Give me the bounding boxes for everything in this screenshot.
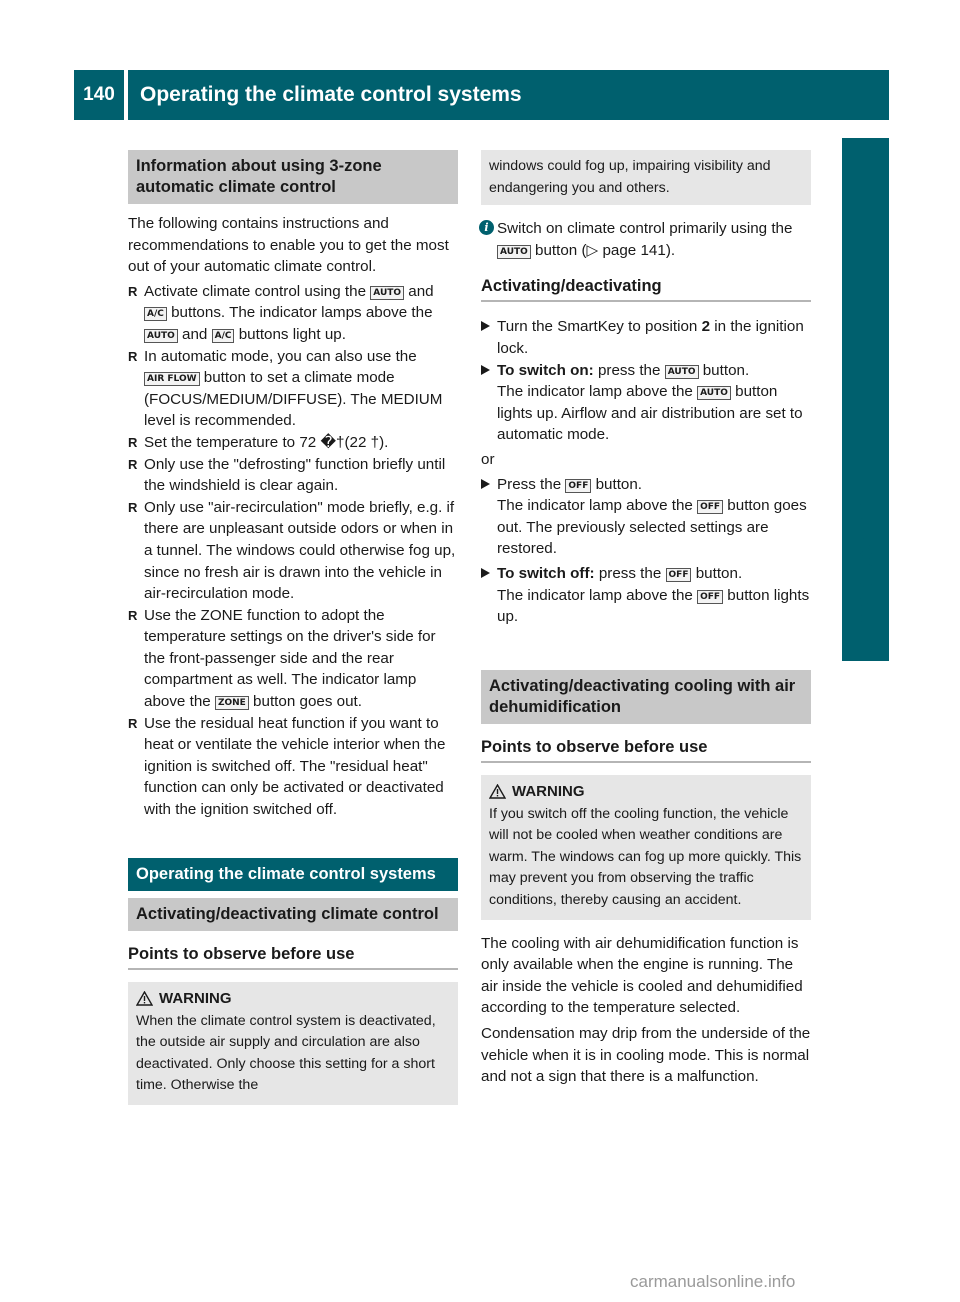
- or-text: or: [481, 450, 495, 468]
- subsection-heading: Activating/deactivating: [481, 275, 811, 302]
- airflow-button-icon: AIR FLOW: [144, 372, 200, 386]
- bullet-marker: R: [128, 283, 138, 299]
- step-item: Turn the SmartKey to position 2 in the ignition lock.: [481, 316, 811, 359]
- step-item: To switch off: press the OFF button. The indicator lamp above the OFF button lights up.: [481, 563, 811, 628]
- page-number: 140: [83, 84, 115, 105]
- auto-button-icon: AUTO: [697, 386, 731, 400]
- section-heading: Information about using 3-zone automatic climate control: [128, 150, 458, 204]
- warning-text: When the climate control system is deactivated, the outside air supply and circulation are also deactivated. Only choose this setting for a short time. Otherwise the: [136, 1012, 436, 1094]
- warning-header: [489, 783, 803, 800]
- warning-box-continued: [481, 150, 811, 205]
- bullet-marker: R: [128, 607, 138, 623]
- warning-box: [481, 775, 811, 920]
- off-button-icon: OFF: [697, 590, 723, 604]
- warning-text: If you switch off the cooling function, the vehicle will not be cooled when weather conditions are warm. The windows can fog up more quickly. This may prevent you from observing the traffic conditions, thereby causing an accident.: [489, 805, 802, 909]
- bullet-marker: R: [128, 499, 138, 515]
- ac-button-icon: A/C: [144, 307, 167, 321]
- step-item: To switch on: press the AUTO button. The indicator lamp above the AUTO button lights up. Airflow and air distribution are set to automatic mode.: [481, 360, 811, 446]
- list-item: R Only use the "defrosting" function briefly until the windshield is clear again.: [128, 455, 446, 495]
- step-arrow-icon: [481, 479, 490, 489]
- zone-button-icon: ZONE: [215, 696, 249, 710]
- list-item: R Use the ZONE function to adopt the temperature settings on the driver's side for the front-passenger side and the rear compartment as well. The indicator lamp above the ZONE button goes out.: [128, 606, 436, 711]
- left-column: [128, 150, 458, 1105]
- right-column: [481, 150, 811, 1088]
- list-item: R Activate climate control using the AUTO and A/C buttons. The indicator lamps above the AUTO and A/C buttons light up.: [128, 282, 434, 343]
- subsection-heading: Points to observe before use: [128, 943, 458, 970]
- warning-triangle-icon: [136, 991, 153, 1006]
- bullet-marker: R: [128, 715, 138, 731]
- warning-triangle-icon: [489, 784, 506, 799]
- step-item: Press the OFF button. The indicator lamp above the OFF button goes out. The previously selected settings are restored.: [481, 474, 811, 560]
- intro-paragraph: The following contains instructions and recommendations to enable you to get the most out of your automatic climate control.: [128, 215, 449, 276]
- side-tab-label: Climate control: [852, 494, 877, 655]
- bullet-marker: R: [128, 348, 138, 364]
- list-item: R Use the residual heat function if you want to heat or ventilate the vehicle interior when the ignition is switched off. The "residual heat" function can only be activated or deactivated with the ignition switched off.: [128, 714, 446, 819]
- warning-title: WARNING: [159, 989, 232, 1007]
- section-heading: Activating/deactivating climate control: [128, 898, 458, 931]
- list-item: R In automatic mode, you can also use the AIR FLOW button to set a climate mode (FOCUS/MEDIUM/DIFFUSE). The MEDIUM level is recommended.: [128, 347, 443, 430]
- list-item: R Set the temperature to 72 �†(22 †).: [128, 432, 458, 454]
- section-heading: Operating the climate control systems: [128, 858, 458, 891]
- warning-box: [128, 982, 458, 1105]
- auto-button-icon: AUTO: [144, 329, 178, 343]
- off-button-icon: OFF: [666, 568, 692, 582]
- auto-button-icon: AUTO: [665, 365, 699, 379]
- off-button-icon: OFF: [697, 500, 723, 514]
- body-paragraph: Condensation may drip from the underside of the vehicle when it is in cooling mode. This is normal and not a sign that there is a malfunction.: [481, 1025, 811, 1086]
- info-note: i Switch on climate control primarily using the AUTO button (▷ page 141).: [481, 218, 811, 261]
- step-arrow-icon: [481, 365, 490, 375]
- warning-text: windows could fog up, impairing visibility and endangering you and others.: [489, 158, 771, 196]
- bullet-marker: R: [128, 434, 138, 450]
- bullet-marker: R: [128, 456, 138, 472]
- off-button-icon: OFF: [565, 479, 591, 493]
- body-paragraph: The cooling with air dehumidification function is only available when the engine is running. The air inside the vehicle is cooled and dehumidified according to the temperature selected.: [481, 934, 803, 1017]
- ac-button-icon: A/C: [212, 329, 235, 343]
- step-arrow-icon: [481, 568, 490, 578]
- page-title: Operating the climate control systems: [140, 83, 522, 106]
- step-arrow-icon: [481, 321, 490, 331]
- page-ref-arrow-icon: ▷: [586, 241, 599, 259]
- section-heading: Activating/deactivating cooling with air dehumidification: [481, 670, 811, 724]
- auto-button-icon: AUTO: [497, 245, 531, 259]
- subsection-heading: Points to observe before use: [481, 736, 811, 763]
- warning-header: [136, 990, 450, 1007]
- header-separator: [124, 70, 128, 120]
- auto-button-icon: AUTO: [370, 286, 404, 300]
- info-icon: i: [479, 220, 494, 235]
- warning-title: WARNING: [512, 782, 585, 800]
- watermark: carmanualsonline.info: [630, 1272, 796, 1291]
- list-item: R Only use "air-recirculation" mode briefly, e.g. if there are unpleasant outside odors or when in a tunnel. The windows could otherwise fog up, since no fresh air is drawn into the vehicle in air-recirculation mode.: [128, 498, 456, 603]
